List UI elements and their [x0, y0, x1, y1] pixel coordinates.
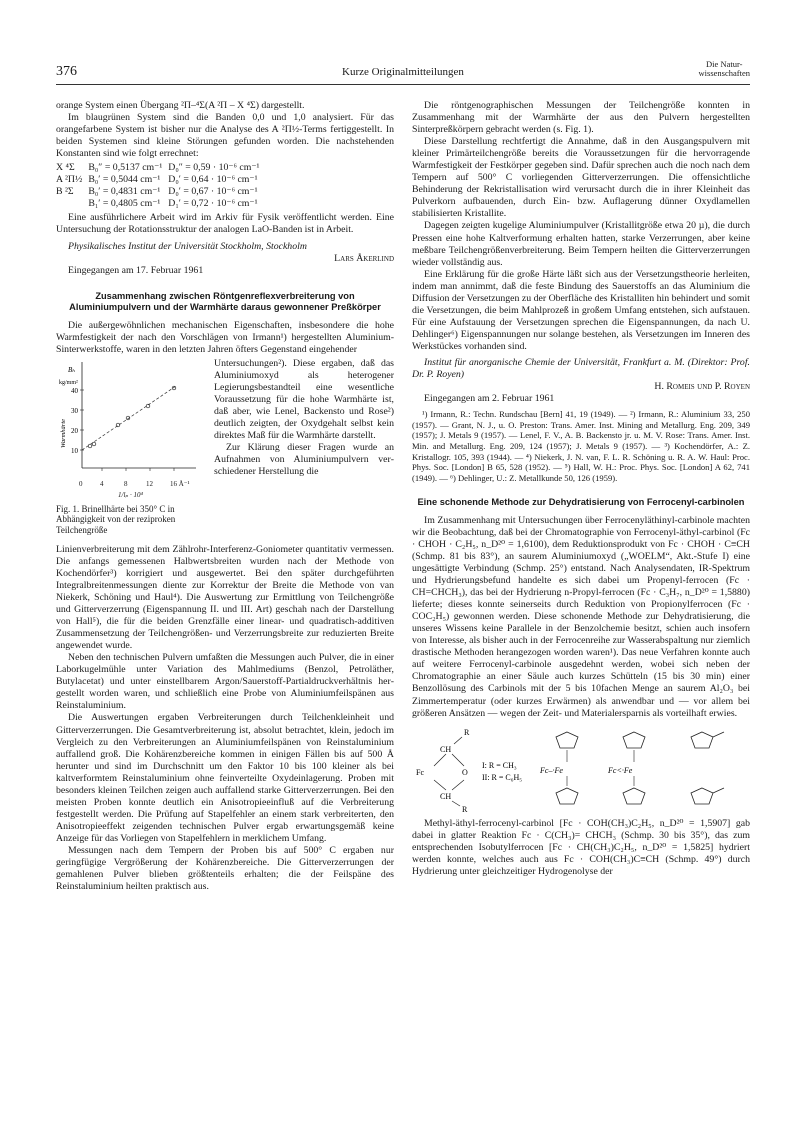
journal-name-line1: Die Natur-: [706, 59, 743, 69]
wrapped-text: [214, 358, 394, 478]
fc-label: Fc: [416, 767, 424, 777]
data-point: [92, 442, 96, 446]
received-date: Eingegangen am 2. Februar 1961: [424, 393, 555, 405]
x-axis-label: 1/lₚ · 10⁴: [118, 490, 143, 499]
received-date: Eingegangen am 17. Februar 1961: [68, 264, 204, 276]
article-title: Zusammenhang zwischen Röntgenreflexverbreiterung von Aluminiumpulvern und der Warmhärte daraus gewonnener Preßkörper: [69, 290, 381, 313]
legend-1: I: R = CH₃: [482, 760, 517, 770]
y-tick-label: 30: [71, 406, 78, 415]
left-column: [56, 100, 394, 893]
data-point: [116, 423, 120, 427]
r-top: R: [464, 727, 470, 737]
chemical-structures: [412, 726, 750, 814]
y-tick-label: 40: [71, 386, 78, 395]
section-title: Kurze Originalmitteilungen: [342, 66, 464, 78]
paragraph: Die außergewöhnlichen mechanischen Eigenschaften, insbesondere die hohe Warmfestigkeit der nach den Vorschlägen von Irmann¹) hergestellten Aluminium-Sinterwerkstoffe, waren in den letzten Jahren öfters Gegenstand eingehender: [56, 319, 394, 355]
y-axis-label: Warmhärte: [60, 418, 67, 448]
x-tick-label: 16 Å⁻¹: [170, 479, 190, 488]
b-cell: B₀′ = 0,5044 cm⁻¹: [88, 174, 161, 186]
figure: [56, 358, 206, 544]
table-row: [56, 162, 265, 174]
r-bottom: R: [462, 804, 468, 814]
paragraph: Untersuchungen²). Diese ergaben, daß das Aluminiumoxyd als heterogener Legierungsbestandteil eine wesentliche Voraussetzung für die hohe Warmhärte ist, daß aber, wie Lenel, Backensto und Rose²) deutlich zeigten, der Oxydgehalt selbst kein direktes Maß für die Warmhärte darstellt.: [214, 357, 394, 442]
paragraph: Messungen nach dem Tempern der Proben bis auf 500° C ergaben nur geringfügige Vergrößerung der Kohärenzbereiche. Die Gitterverzerrungen der gemahlenen Pulver blieben größtenteils erhalten; die der Feilspäne des Reinstaluminium heilten praktisch aus.: [56, 844, 394, 893]
journal-name: [699, 60, 750, 78]
d-cell: D₀′ = 0,64 · 10⁻⁶ cm⁻¹: [168, 174, 258, 186]
fe-label: Fc<·Fe: [608, 765, 633, 775]
page-header: [56, 59, 750, 85]
b-cell: B₀″ = 0,5137 cm⁻¹: [88, 162, 163, 174]
ch-bottom: CH: [440, 791, 452, 801]
x-tick-label: 8: [124, 479, 128, 488]
x-tick-label: 0: [79, 479, 83, 488]
paragraph: orange System einen Übergang ²Π–⁴Σ(A ²Π – X ⁴Σ) dargestellt.: [56, 100, 305, 111]
trend-line: [82, 386, 176, 450]
hardness-plot: [56, 358, 206, 478]
table-row: [56, 198, 265, 210]
article-title: Eine schonende Methode zur Dehydratisierung von Ferrocenyl-carbinolen: [417, 497, 745, 508]
ferrocene-structure-2: [607, 732, 645, 804]
paragraph: Linienverbreiterung mit dem Zählrohr-Interferenz-Goniometer quantitativ vermessen. Die anfangs gemessenen Halbwertsbreiten wurden nach der Methode von Kochendörfer³) korrigiert und ausgewertet. Bei den später durchgeführten Integralbreitenmessungen diente zur Korrektur der Breite die Methode von van Niekerk, Schöning und Haul⁴). Die Auswertung zur Ermittlung von Teilchengröße und Gitterverzerrung (Eigenspannung II. und III. Art) geschah nach der Darstellung von Hall⁵), die für die beiden Grenzfälle einer linear- und quadratisch-additiven Zusammensetzung der Teilchengrößen- und Verzerrungsbreite zur reduzierten Breite angewendet wurde.: [56, 543, 394, 652]
paragraph: Die Auswertungen ergaben Verbreiterungen durch Teilchenkleinheit und Gitterverzerrungen. Die Gesamtverbreiterung ist, absolut betrachtet, klein, jedoch im Vergleich zu den Verbreiterungen an Aluminiumfeilspänen von Reinstaluminium auffallend groß. Die Kohärenzbereiche kommen in einigen Fällen bis auf 500 Å herunter und sind im Durchschnitt um den Faktor 10 bis 100 kleiner als bei kaltverformtem Reinstaluminium ohne feinverteilte Oxydeinlagerung. Proben mit besonders kleinen Teilchen zeigen auch auffallend starke Gitterverzerrungen. Bei den meisten Proben konnte deutlich ein Anisotropieeinfluß auf die Verbreiterung festgestellt werden. Die Prüfung auf Stapelfehler an einem stark verbreiterten, den Anisotropieeffekt zeigenden technischen Pulver ergab erwartungsgemäß keine Anzeige für das Vorliegen von Stapelfehlern in merklichem Umfang.: [56, 712, 394, 844]
institute: Physikalisches Institut der Universität Stockholm, Stockholm: [68, 240, 307, 252]
paragraph: Im Zusammenhang mit Untersuchungen über Ferrocenyläthinyl-carbinole machten wir die Beobachtung, daß bei der Chromatographie von Ferrocenyl-äthyl-carbinol (Fc · CHOH · C₂H₅, n_D²⁰ = 1,6100), dem Reduktionsprodukt von Fc · CHOH · C≡CH (Schmp. 81 bis 83°), an saurem Aluminiumoxyd („WOELM“, Akt.-Stufe I) eine ungesättigte Verbindung (Schmp. 25°) entstand. Nach Analysendaten, IR-Spektrum und Hydrierungsbefund handelte es sich dabei um Propenyl-ferrocen (Fc · CH=CHCH₃), das bei der Hydrierung n-Propyl-ferrocen (Fc · C₃H₇, n_D²⁰ = 1,5880) lieferte; dieses konnte seinerseits durch Reduktion von Propionylferrocen (Fc · COC₂H₅) gewonnen werden. Diese schonende Methode zur Dehydratisierung, die unseres Wissens keine Parallele in der Benzolchemie besitzt, schien auch insofern von Interesse, als bisher auch in der Ferrocenreihe zur Wasserabspaltung nur ziemlich drastische Methoden herangezogen worden waren¹). Das neue Verfahren konnte auch auf weitere Ferrocenyl-carbinole ausgedehnt werden, wobei sich neben der Chromatographie an einer Säule auch kurzes Schütteln (15 bis 30 min) einer Benzollösung des Carbinols mit der 5 bis 10fachen Menge an saurem Al₂O₃ bei Zimmertemperatur (oder kurzes Erwärmen) als anwendbar und — vor allem bei größeren Ansätzen — wegen der Zeit- und Materialersparnis als vorteilhaft erwies.: [412, 514, 750, 719]
ferrocene-structure-1: [539, 732, 578, 804]
y-unit: kg/mm²: [59, 379, 78, 386]
figure-caption: Fig. 1. Brinellhärte bei 350° C in Abhängigkeit von der reziproken Teilchengröße: [56, 503, 176, 535]
paragraph: Dagegen zeigten kugelige Aluminiumpulver (Kristallitgröße etwa 20 µ), die durch Pressen eine hohe Kaltverformung erhalten hatten, starke Verzerrungen, aber keine meßbare Teilchengrößenverbreiterung. Beim Tempern heilten die Gitterverzerrungen wieder vollständig aus.: [412, 220, 750, 268]
paragraph: Eine Erklärung für die große Härte läßt sich aus der Versetzungstheorie herleiten, indem man annimmt, daß die feste Bindung des Sauerstoffs an das Aluminium die Diffusion der Versetzungen zu der Oberfläche des Kristalliten hin behindert und somit die Versetzungen, die beim Mahlprozeß in großem Umfang entstehen, sich aufstauen. Für eine Aufstauung der Versetzungen sprechen die Eigenspannungen, da nach U. Dehlinger⁶) Eigenspannungen nur solange bestehen, als Versetzungen im Inneren des Werkstückes vorhanden sind.: [412, 268, 750, 352]
paragraph: Die röntgenographischen Messungen der Teilchengröße konnten in Zusammenhang mit der Warmhärte der aus den Pulvern hergestellten Sinterpreßkörpern gebracht werden (s. Fig. 1).: [412, 100, 750, 136]
paragraph: Zur Klärung dieser Fragen wurde an Aufnahmen von Aluminiumpulvern verschiedener Herstellung die: [214, 442, 394, 478]
constants-table: [56, 162, 265, 210]
x-tick-label: 12: [146, 479, 153, 488]
data-point: [88, 444, 92, 448]
right-column: [412, 100, 750, 878]
y-tick-label: 20: [71, 426, 78, 435]
state-cell: B ²Σ: [56, 186, 74, 198]
paragraph: Diese Darstellung rechtfertigt die Annahme, daß in den Ausgangspulvern mit kleiner Primärteilchengröße bereits die Voraussetzungen für die hervorragende Warmfestigkeit der Festkörper gegeben sind. Dafür sprechen auch die noch nach dem Tempern auf 500° C vorliegenden Gitterverzerrungen. Die offensichtliche Behinderung der Rekristallisation wird verursacht durch die in ihrer Kleinheit das Pulverkorn aufbauenden, durch Ein- bzw. Auflagerung dünner Oxydlamellen stabilisierten Kristallite.: [412, 136, 750, 220]
x-tick-label: 4: [100, 479, 104, 488]
paragraph: Eine ausführlichere Arbeit wird im Arkiv für Fysik veröffentlicht werden. Eine Untersuchung der Rotationsstruktur der analogen LaO-Banden ist in Arbeit.: [56, 212, 394, 236]
oxygen-label: O: [462, 767, 468, 777]
state-cell: A ²Π½: [56, 174, 83, 186]
authors: H. Romeis und P. Royen: [654, 381, 750, 393]
reference-list: ¹) Irmann, R.: Techn. Rundschau [Bern] 41, 19 (1949). — ²) Irmann, R.: Aluminium 33, 250 (1957). — Grant, N. J., u. O. Preston: Trans. Amer. Inst. Mining and Metallurg. Eng. 209, 349 (1957); J. Metals 9 (1957). — Lenel, F. V., A. B. Backensto jr. u. M. V. Rose: Trans. Amer. Inst. Min. and Metallurg. Eng. 209, 124 (1957); J. Metals 9 (1957). — ³) Kochendörfer, A.: Z. Kristallogr. 105, 393 (1944). — ⁴) Niekerk, J. N. van, F. L. R. Schöning u. R. A. W. Haul: Proc. Phys. Soc. [London] B 65, 528 (1952). — ⁵) Hall, W. H.: Proc. Phys. Soc. [London] A 62, 741 (1949). — ⁶) Dehlinger, U.: Z. Metallkunde 50, 126 (1959).: [412, 409, 750, 483]
paragraph: Neben den technischen Pulvern umfaßten die Messungen auch Pulver, die in einer Laborkugelmühle unter Variation des Mahlmediums (Benzol, Petroläther, Butylacetat) und unter einstellbarem Argon/Sauerstoff-Partialdruckverhältnis hergestellt worden waren, und schließlich eine Probe von Aluminiumfeilspänen aus Reinstaluminium.: [56, 652, 394, 712]
figure-block: [56, 358, 394, 544]
d-cell: D₁′ = 0,72 · 10⁻⁶ cm⁻¹: [168, 198, 258, 210]
y-tick-label: 10: [71, 446, 78, 455]
d-cell: D₀′ = 0,67 · 10⁻⁶ cm⁻¹: [168, 186, 258, 198]
author: Lars Åkerlind: [334, 252, 394, 264]
state-cell: [56, 198, 88, 210]
x-axis-labels: [56, 478, 206, 502]
journal-name-line2: wissenschaften: [698, 68, 750, 78]
paragraph: Methyl-äthyl-ferrocenyl-carbinol [Fc · COH(CH₃)C₂H₅, n_D²⁰ = 1,5907] gab dabei in glatter Reaktion Fc · C(CH₃)= CHCH₃ (Schmp. 30 bis 35°), das zum entsprechenden Isobutylferrocen [Fc · CH(CH₃)C₂H₅, n_D²⁰ = 1,5825] hydriert werden konnte, welches auch aus Fc · COH(CH₃)C≡CH (Schmp. 49°) durch Hydrierung unter gleichzeitiger Hydrogenolyse der: [412, 817, 750, 877]
fe-label: Fc–·Fe: [540, 765, 563, 775]
table-row: [56, 186, 265, 198]
references: [412, 409, 750, 483]
state-cell: X ⁴Σ: [56, 162, 75, 174]
d-cell: D₀″ = 0,59 · 10⁻⁶ cm⁻¹: [168, 162, 260, 174]
page-number: 376: [56, 64, 77, 79]
y-symbol: Bₕ: [68, 365, 76, 374]
ferrocene-structure-3: [691, 732, 724, 804]
institute: Institut für anorganische Chemie der Universität, Frankfurt a. M. (Direktor: Prof. Dr. P. Royen): [412, 356, 750, 381]
paragraph: Im blaugrünen System sind die Banden 0,0 und 1,0 analysiert. Für das orangefarbene System ist bisher nur die Analyse des A ²Π½-Terms fertiggestellt. In beiden Systemen sind kleine Störungen gefunden worden. Die nachstehenden Konstanten sind wie folgt errechnet:: [56, 112, 394, 160]
b-cell: B₀′ = 0,4831 cm⁻¹: [88, 186, 161, 198]
b-cell: B₁′ = 0,4805 cm⁻¹: [88, 198, 161, 210]
table-row: [56, 174, 265, 186]
structure-diagram: [412, 726, 750, 814]
data-point: [172, 386, 176, 390]
ch-top: CH: [440, 744, 452, 754]
legend-2: II: R = C₆H₅: [482, 772, 523, 782]
